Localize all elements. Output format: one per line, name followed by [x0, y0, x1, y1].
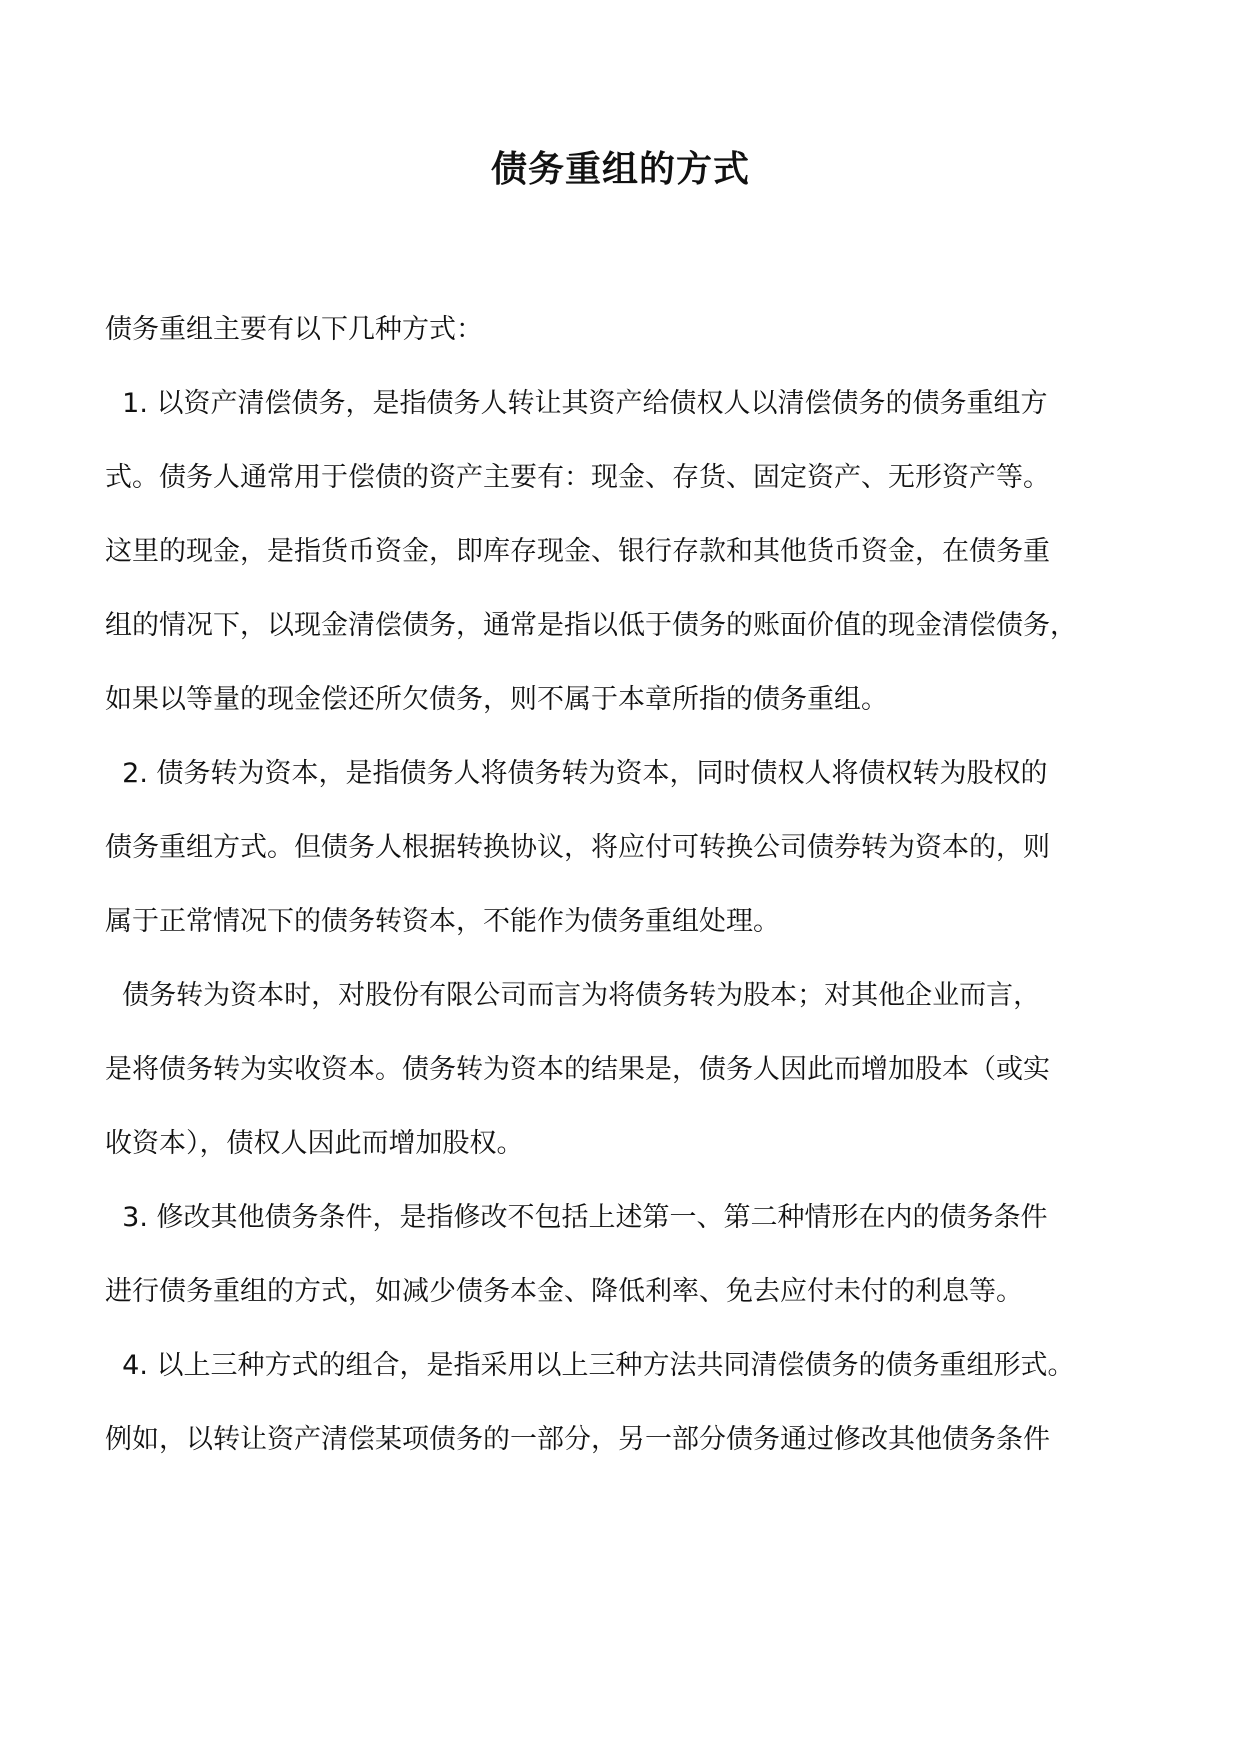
body-line: 2. 债务转为资本，是指债务人将债务转为资本，同时债权人将债权转为股权的 [105, 758, 1048, 789]
body-line: 4. 以上三种方式的组合，是指采用以上三种方法共同清偿债务的债务重组形式。 [105, 1350, 1075, 1381]
body-line: 这里的现金，是指货币资金，即库存现金、银行存款和其他货币资金，在债务重 [105, 536, 1050, 567]
body-line: 如果以等量的现金偿还所欠债务，则不属于本章所指的债务重组。 [105, 684, 888, 715]
body-line: 债务重组主要有以下几种方式： [105, 314, 483, 345]
body-line: 进行债务重组的方式，如减少债务本金、降低利率、免去应付未付的利息等。 [105, 1276, 1023, 1307]
body-line: 组的情况下，以现金清偿债务，通常是指以低于债务的账面价值的现金清偿债务， [105, 610, 1077, 641]
body-line: 债务转为资本时，对股份有限公司而言为将债务转为股本；对其他企业而言， [105, 980, 1041, 1011]
body-line: 式。债务人通常用于偿债的资产主要有：现金、存货、固定资产、无形资产等。 [105, 462, 1050, 493]
page-title: 债务重组的方式 [490, 149, 750, 190]
body-line: 是将债务转为实收资本。债务转为资本的结果是，债务人因此而增加股本（或实 [105, 1054, 1050, 1085]
body-line: 3. 修改其他债务条件，是指修改不包括上述第一、第二种情形在内的债务条件 [105, 1202, 1048, 1233]
body-line: 债务重组方式。但债务人根据转换协议，将应付可转换公司债券转为资本的，则 [105, 832, 1050, 863]
body-line: 1. 以资产清偿债务，是指债务人转让其资产给债权人以清偿债务的债务重组方 [105, 388, 1048, 419]
body-line: 属于正常情况下的债务转资本，不能作为债务重组处理。 [105, 906, 780, 937]
body-line: 收资本），债权人因此而增加股权。 [105, 1128, 524, 1159]
body-line: 例如，以转让资产清偿某项债务的一部分，另一部分债务通过修改其他债务条件 [105, 1424, 1050, 1455]
